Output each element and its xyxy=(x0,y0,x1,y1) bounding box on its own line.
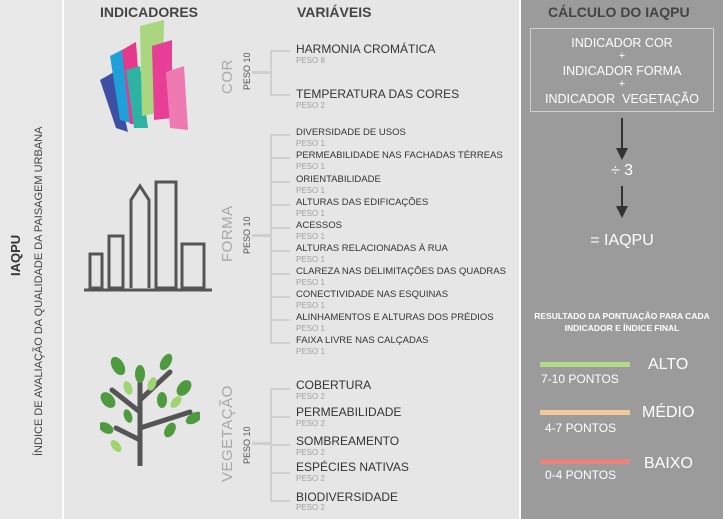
var-vegetacao-0: COBERTURA xyxy=(296,378,372,392)
tick xyxy=(270,416,290,418)
tick xyxy=(270,472,290,474)
legend-label-medio: MÉDIO xyxy=(642,404,695,421)
group-peso-vegetacao: PESO 10 xyxy=(242,426,252,464)
tick xyxy=(270,157,290,159)
legend-bar-medio xyxy=(540,410,630,415)
tick xyxy=(270,134,290,136)
group-peso-forma: PESO 10 xyxy=(242,216,252,254)
peso-forma-9: PESO 1 xyxy=(296,347,325,356)
header-variaveis: VARIÁVEIS xyxy=(297,4,372,20)
peso-vegetacao-4: PESO 2 xyxy=(296,503,325,512)
arrow-down-icon xyxy=(612,118,632,160)
legend-range-alto: 7-10 PONTOS xyxy=(541,372,619,386)
peso-vegetacao-0: PESO 2 xyxy=(296,392,325,401)
peso-forma-8: PESO 1 xyxy=(296,324,325,333)
peso-cor-0: PESO 8 xyxy=(296,56,325,65)
var-vegetacao-1: PERMEABILIDADE xyxy=(296,405,402,419)
tick xyxy=(270,500,290,502)
legend-title: RESULTADO DA PONTUAÇÃO PARA CADA INDICADOR E ÍNDICE FINAL xyxy=(534,311,710,333)
peso-cor-1: PESO 2 xyxy=(296,101,325,110)
group-label-cor: COR xyxy=(219,59,236,94)
legend-bar-alto xyxy=(540,362,630,367)
bracket-cor xyxy=(270,50,272,96)
legend-range-baixo: 0-4 PONTOS xyxy=(545,468,617,482)
legend-range-medio: 4-7 PONTOS xyxy=(545,421,617,435)
var-cor-0: HARMONIA CROMÁTICA xyxy=(296,42,436,56)
tick xyxy=(270,342,290,344)
tick xyxy=(270,444,290,446)
var-forma-1: PERMEABILIDADE NAS FACHADAS TÉRREAS xyxy=(296,150,503,161)
calc-divide: ÷ 3 xyxy=(610,162,634,179)
tick xyxy=(270,250,290,252)
calc-result: = IAQPU xyxy=(590,232,654,249)
peso-vegetacao-2: PESO 2 xyxy=(296,448,325,457)
calc-line-forma: INDICADOR FORMA xyxy=(562,64,682,78)
side-subtitle: ÍNDICE DE AVALIAÇÃO DA QUALIDADE DA PAISAGEM URBANA xyxy=(33,126,45,456)
tick xyxy=(270,319,290,321)
var-forma-6: CLAREZA NAS DELIMITAÇÕES DAS QUADRAS xyxy=(296,266,506,277)
var-forma-2: ORIENTABILIDADE xyxy=(296,174,381,185)
peso-vegetacao-1: PESO 2 xyxy=(296,419,325,428)
var-forma-7: CONECTIVIDADE NAS ESQUINAS xyxy=(296,289,449,300)
side-title: IAQPU xyxy=(8,234,23,276)
var-forma-0: DIVERSIDADE DE USOS xyxy=(296,127,406,138)
peso-vegetacao-3: PESO 2 xyxy=(296,474,325,483)
tick xyxy=(270,204,290,206)
tick xyxy=(270,296,290,298)
tree-icon xyxy=(100,352,200,466)
var-forma-4: ACESSOS xyxy=(296,220,342,231)
tick xyxy=(270,388,290,390)
header-indicadores: INDICADORES xyxy=(100,4,199,20)
arrow-down-icon xyxy=(612,186,632,218)
header-calculo: CÁLCULO DO IAQPU xyxy=(548,4,690,20)
peso-forma-7: PESO 1 xyxy=(296,301,325,310)
connector-cor xyxy=(252,71,270,74)
color-buildings-icon xyxy=(96,20,196,132)
tick xyxy=(270,227,290,229)
tick xyxy=(270,181,290,183)
var-cor-1: TEMPERATURA DAS CORES xyxy=(296,87,460,101)
legend-label-baixo: BAIXO xyxy=(644,455,693,472)
calc-plus-2: + xyxy=(618,78,626,90)
var-vegetacao-4: BIODIVERSIDADE xyxy=(296,490,399,504)
connector-forma xyxy=(252,234,270,237)
calc-line-cor: INDICADOR COR xyxy=(571,36,673,50)
peso-forma-5: PESO 1 xyxy=(296,255,325,264)
group-label-forma: FORMA xyxy=(219,205,236,262)
tick xyxy=(270,273,290,275)
legend-label-alto: ALTO xyxy=(648,356,689,373)
var-forma-8: ALINHAMENTOS E ALTURAS DOS PRÉDIOS xyxy=(296,312,494,323)
peso-forma-6: PESO 1 xyxy=(296,278,325,287)
var-forma-3: ALTURAS DAS EDIFICAÇÕES xyxy=(296,197,429,208)
var-forma-5: ALTURAS RELACIONADAS À RUA xyxy=(296,243,448,254)
calc-line-vegetacao: INDICADOR VEGETAÇÃO xyxy=(545,92,699,106)
legend-bar-baixo xyxy=(540,459,630,464)
buildings-outline-icon xyxy=(84,178,212,292)
var-vegetacao-2: SOMBREAMENTO xyxy=(296,434,400,448)
peso-forma-2: PESO 1 xyxy=(296,186,325,195)
peso-forma-0: PESO 1 xyxy=(296,139,325,148)
peso-forma-3: PESO 1 xyxy=(296,209,325,218)
var-vegetacao-3: ESPÉCIES NATIVAS xyxy=(296,460,409,474)
group-peso-cor: PESO 10 xyxy=(242,52,252,90)
calc-plus-1: + xyxy=(618,50,626,62)
connector-vegetacao xyxy=(252,442,270,445)
tick xyxy=(270,94,290,96)
group-label-vegetacao: VEGETAÇÃO xyxy=(219,385,236,482)
peso-forma-4: PESO 1 xyxy=(296,232,325,241)
var-forma-9: FAIXA LIVRE NAS CALÇADAS xyxy=(296,335,429,346)
tick xyxy=(270,50,290,52)
bracket-forma xyxy=(270,134,272,344)
peso-forma-1: PESO 1 xyxy=(296,162,325,171)
